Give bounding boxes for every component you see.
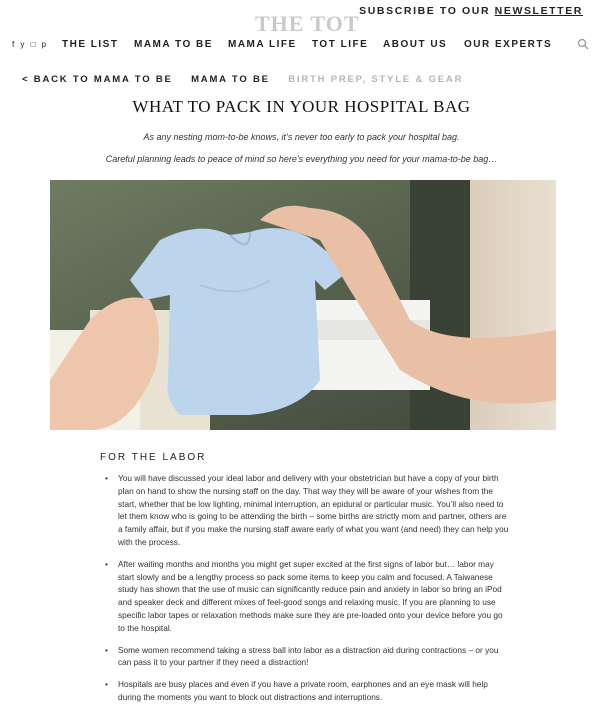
nav-tot-life[interactable]: TOT LIFE	[312, 39, 369, 50]
social-icons[interactable]: f y □ p	[12, 40, 48, 49]
nav-mama-life[interactable]: MAMA LIFE	[228, 39, 297, 50]
logo-text-right: TOT	[310, 11, 360, 36]
newsletter-link[interactable]: NEWSLETTER	[494, 5, 583, 17]
main-nav	[12, 39, 591, 53]
nav-about-us[interactable]: ABOUT US	[383, 39, 448, 50]
nav-the-list[interactable]: THE LIST	[62, 39, 119, 50]
nav-our-experts[interactable]: OUR EXPERTS	[464, 39, 553, 50]
breadcrumb	[22, 74, 477, 85]
back-link[interactable]: < BACK TO MAMA TO BE	[22, 74, 173, 85]
page-title: WHAT TO PACK IN YOUR HOSPITAL BAG	[132, 97, 471, 116]
subscribe-banner	[359, 5, 583, 17]
intro-line-2: Careful planning leads to peace of mind so here’s everything you need for your mama-to-be bag…	[105, 154, 498, 164]
breadcrumb-section[interactable]: MAMA TO BE	[191, 74, 270, 85]
nav-mama-to-be[interactable]: MAMA TO BE	[134, 39, 213, 50]
intro-line-1: As any nesting mom-to-be knows, it’s never too early to pack your hospital bag.	[143, 132, 460, 142]
baby-onesie-photo	[50, 180, 556, 430]
section-heading: FOR THE LABOR	[100, 452, 207, 463]
logo-text-left: THE	[255, 11, 305, 36]
list-item: • You will have discussed your ideal labor and delivery with your obstetrician but have a copy of your birth plan on hand to show the nursing staff on the day. That way they will be aware of your wishes from the start, whether that be low lighting, minimal interruption, an epidural or particular music. You’ll also need to let them know who is going to be attending the birth – some births are strictly mom and partner, others are a family affair, but if you make the nursing staff aware early of what you want (and need) they can help you with the process.	[100, 472, 510, 549]
search-icon[interactable]	[577, 38, 589, 50]
site-logo[interactable]	[255, 10, 360, 38]
list-item: • Hospitals are busy places and even if you have a private room, earphones and an eye mask will help during the moments you want to block out distractions and interruptions.	[100, 678, 510, 704]
hero-image	[50, 180, 556, 430]
subscribe-text: SUBSCRIBE TO OUR	[359, 5, 491, 17]
breadcrumb-category[interactable]: BIRTH PREP, STYLE & GEAR	[288, 74, 464, 85]
list-item: • Some women recommend taking a stress ball into labor as a distraction aid during contractions – or you can pass it to your partner if they need a distraction!	[100, 644, 510, 670]
packing-list	[100, 472, 510, 713]
list-item: • After waiting months and months you might get super excited at the first signs of labor but… labor may start slowly and be a lengthy process so pack some items to keep you calm and focused. A Taiwanese study has shown that the use of music can significantly reduce pain and anxiety in labor so bring an iPod and speaker deck and different mixes of feel-good songs and relaxing music. If you are planning to use specific labor tapes or relaxation methods make sure they are pre-loaded onto your device before you go to the hospital.	[100, 558, 510, 635]
